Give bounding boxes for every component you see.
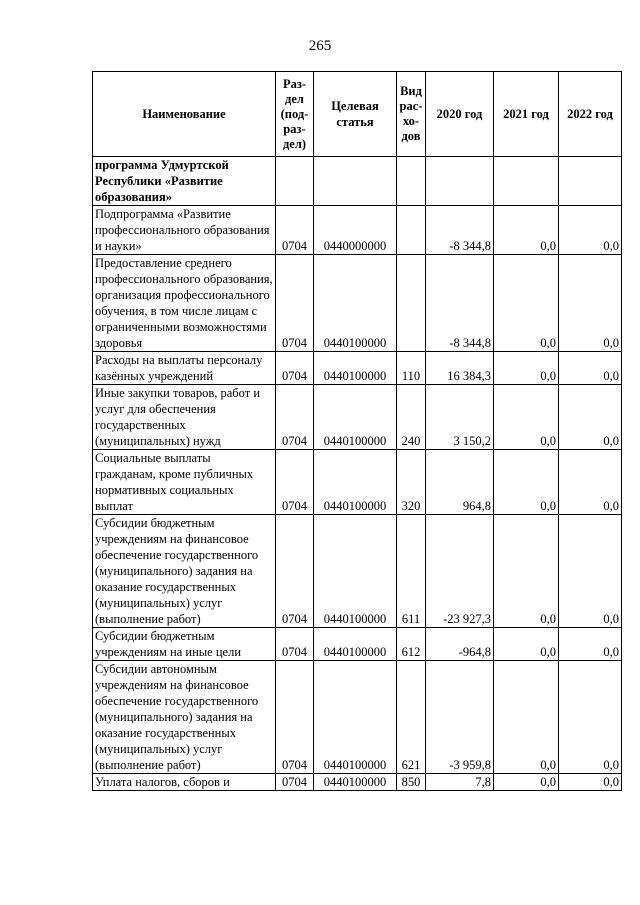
row-target: 0440100000 <box>314 661 397 774</box>
row-target: 0440100000 <box>314 255 397 352</box>
row-section: 0704 <box>276 774 314 791</box>
row-kind: 110 <box>397 352 426 385</box>
header-section <box>276 72 314 157</box>
row-target: 0440100000 <box>314 515 397 628</box>
header-section-line: Раз- <box>282 76 307 91</box>
row-name: программа Удмуртской Республики «Развитие образования» <box>93 157 276 206</box>
row-2021: 0,0 <box>494 450 559 515</box>
row-2020: 7,8 <box>426 774 494 791</box>
row-section: 0704 <box>276 352 314 385</box>
row-2022: 0,0 <box>559 450 622 515</box>
row-kind: 320 <box>397 450 426 515</box>
table-row <box>93 157 622 206</box>
row-section: 0704 <box>276 661 314 774</box>
header-2021: 2021 год <box>494 72 559 157</box>
row-target: 0440100000 <box>314 352 397 385</box>
row-section: 0704 <box>276 515 314 628</box>
row-2022: 0,0 <box>559 352 622 385</box>
row-kind: 621 <box>397 661 426 774</box>
row-2022: 0,0 <box>559 661 622 774</box>
row-kind <box>397 157 426 206</box>
row-2020: -8 344,8 <box>426 255 494 352</box>
row-kind: 240 <box>397 385 426 450</box>
row-section: 0704 <box>276 255 314 352</box>
header-kind-line: хо- <box>402 114 420 128</box>
budget-table <box>92 71 622 791</box>
row-section: 0704 <box>276 450 314 515</box>
row-name: Субсидии бюджетным учреждениям на финансовое обеспечение государственного (муниципального) задания на оказание государственных (муниципальных) услуг (выполнение работ) <box>93 515 276 628</box>
row-2021 <box>494 157 559 206</box>
table-row <box>93 515 622 628</box>
header-kind-line: Вид <box>400 84 422 98</box>
row-name: Субсидии автономным учреждениям на финансовое обеспечение государственного (муниципального) задания на оказание государственных (муниципальных) услуг (выполнение работ) <box>93 661 276 774</box>
row-target: 0440100000 <box>314 628 397 661</box>
table-row <box>93 774 622 791</box>
row-2022 <box>559 157 622 206</box>
table-row <box>93 206 622 255</box>
row-kind <box>397 255 426 352</box>
row-2020: -3 959,8 <box>426 661 494 774</box>
row-2022: 0,0 <box>559 255 622 352</box>
row-kind: 850 <box>397 774 426 791</box>
row-name: Уплата налогов, сборов и <box>93 774 276 791</box>
row-2021: 0,0 <box>494 774 559 791</box>
header-section-line: дел) <box>282 136 307 151</box>
table-row <box>93 255 622 352</box>
row-section: 0704 <box>276 206 314 255</box>
row-section: 0704 <box>276 385 314 450</box>
header-2022: 2022 год <box>559 72 622 157</box>
row-kind: 611 <box>397 515 426 628</box>
row-2020: -964,8 <box>426 628 494 661</box>
row-name: Иные закупки товаров, работ и услуг для обеспечения государственных (муниципальных) нужд <box>93 385 276 450</box>
row-target: 0440000000 <box>314 206 397 255</box>
row-kind: 612 <box>397 628 426 661</box>
header-target-line: Целевая <box>331 99 379 113</box>
row-2020: 3 150,2 <box>426 385 494 450</box>
row-2021: 0,0 <box>494 661 559 774</box>
header-target <box>314 72 397 157</box>
row-2021: 0,0 <box>494 206 559 255</box>
row-2022: 0,0 <box>559 385 622 450</box>
row-section: 0704 <box>276 628 314 661</box>
row-2022: 0,0 <box>559 206 622 255</box>
row-2020 <box>426 157 494 206</box>
header-row <box>93 72 622 157</box>
header-kind-line: дов <box>401 129 421 143</box>
header-name: Наименование <box>93 72 276 157</box>
row-target <box>314 157 397 206</box>
table-row <box>93 450 622 515</box>
table-row <box>93 352 622 385</box>
row-2021: 0,0 <box>494 255 559 352</box>
row-2022: 0,0 <box>559 628 622 661</box>
row-2021: 0,0 <box>494 515 559 628</box>
table-row <box>93 661 622 774</box>
row-target: 0440100000 <box>314 450 397 515</box>
row-kind <box>397 206 426 255</box>
table-row <box>93 628 622 661</box>
header-kind <box>397 72 426 157</box>
row-2020: -23 927,3 <box>426 515 494 628</box>
row-name: Расходы на выплаты персоналу казённых учреждений <box>93 352 276 385</box>
header-section-line: (под- <box>280 106 309 121</box>
row-target: 0440100000 <box>314 774 397 791</box>
page-number: 265 <box>308 38 332 54</box>
table-row <box>93 385 622 450</box>
row-name: Социальные выплаты гражданам, кроме публичных нормативных социальных выплат <box>93 450 276 515</box>
row-name: Субсидии бюджетным учреждениям на иные цели <box>93 628 276 661</box>
row-name: Подпрограмма «Развитие профессионального образования и науки» <box>93 206 276 255</box>
header-target-line: статья <box>336 115 374 129</box>
header-section-line: дел <box>285 91 304 106</box>
header-kind-line: рас- <box>399 99 423 113</box>
row-2020: -8 344,8 <box>426 206 494 255</box>
row-section <box>276 157 314 206</box>
row-2022: 0,0 <box>559 515 622 628</box>
row-2020: 16 384,3 <box>426 352 494 385</box>
header-2020: 2020 год <box>426 72 494 157</box>
row-2021: 0,0 <box>494 385 559 450</box>
row-2020: 964,8 <box>426 450 494 515</box>
header-section-line: раз- <box>283 121 306 136</box>
row-2021: 0,0 <box>494 352 559 385</box>
row-2022: 0,0 <box>559 774 622 791</box>
row-name: Предоставление среднего профессионального образования, организация профессионального обучения, в том числе лицам с ограниченными возможностями здоровья <box>93 255 276 352</box>
row-2021: 0,0 <box>494 628 559 661</box>
row-target: 0440100000 <box>314 385 397 450</box>
